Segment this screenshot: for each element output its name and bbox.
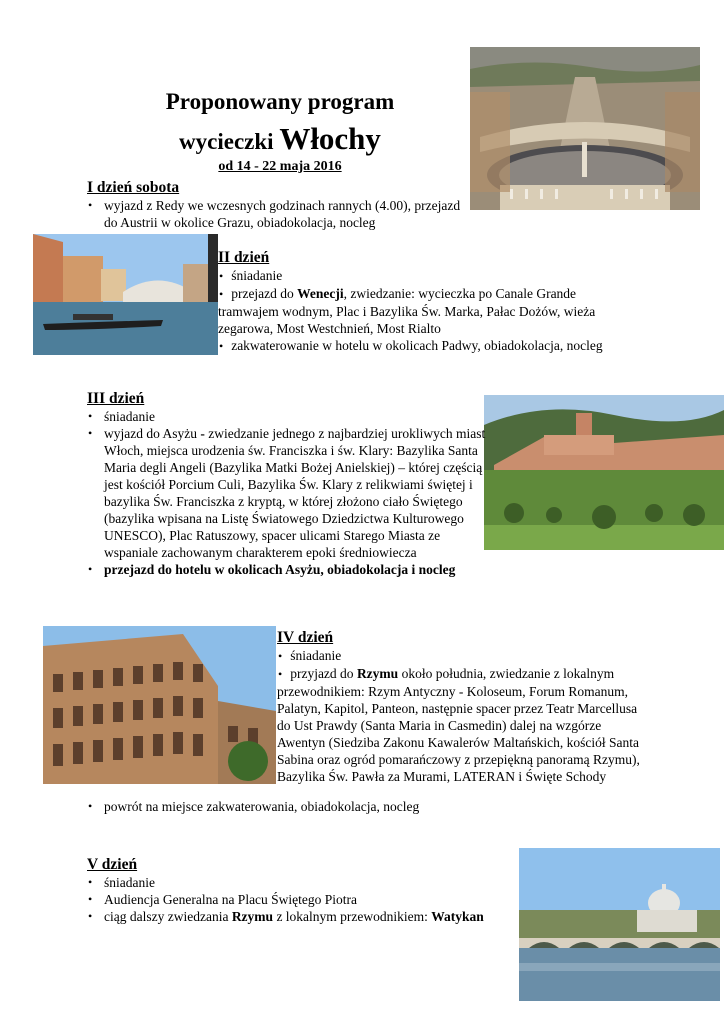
vatican-tiber-photo <box>519 848 720 1001</box>
day4-list <box>277 647 647 785</box>
subtitle-country: Włochy <box>279 121 381 156</box>
assisi-photo <box>484 395 724 550</box>
day4-list-continued <box>87 798 507 815</box>
day5-list <box>87 874 517 925</box>
day3-heading: III dzień <box>87 390 145 407</box>
list-item <box>87 561 487 578</box>
day5-section <box>87 855 517 925</box>
day3-list <box>87 408 487 578</box>
day4-section <box>277 628 647 785</box>
bold-text: przejazd do hotelu w okolicach Asyżu, obiadokolacja i nocleg <box>104 562 456 577</box>
list-item <box>218 285 638 337</box>
day2-list <box>218 267 638 355</box>
trip-dates: od 14 - 22 maja 2016 <box>218 159 342 174</box>
text-segment: przejazd do <box>231 286 298 301</box>
list-item: • śniadanie <box>87 408 487 425</box>
text-segment: , zwiedzanie: wycieczka po Canale Grande tramwajem wodnym, Plac i Bazylika Św. Marka, Pałac Dożów, wieża zegarowa, Most Westchnień, Most Rialto <box>218 286 596 336</box>
list-item: • wyjazd z Redy we wczesnych godzinach rannych (4.00), przejazd do Austrii w okolice Grazu, obiadokolacja, nocleg <box>87 197 467 231</box>
text-segment: zwiedzanie jednego z najbardziej urokliwych miast Włoch, miejsca urodzenia św. Franciszka i św. Klary: Bazylika Santa Maria degli Angeli (Bazylika Matki Bożej Anielskiej) – której częścią jest kościół Porcium Culi, Bazylika Św. Klary z relikwiami świętej i bazylika Św. Franciszka z kryptą, w której złożono ciało Świętego (bazylika wpisana na Listę Światowego Dziedzictwa Kulturowego UNESCO), Plac Ratuszowy, spacer ulicami Starego Miasta ze wspaniale zachowanym charakterem epoki średniowiecza <box>104 426 486 560</box>
day5-heading: V dzień <box>87 856 138 873</box>
text-segment: wyjazd do Asyżu <box>104 426 201 441</box>
text-segment: około południa, zwiedzanie z lokalnym przewodnikiem: Rzym Antyczny - Koloseum, Forum Romanum, Palatyn, Kapitol, Panteon, następnie spacer przez Teatr Marcellusa do Ust Prawdy (Santa Maria in Casmedin) dalej na wzgórze Awentyn (Siedziba Zakonu Kawalerów Maltańskich, kościół Santa Sabina oraz ogród pomarańczowy z przepiękną panoramą Rzymu), Bazylika Św. Pawła za Murami, LATERAN i Święte Schody <box>277 666 640 784</box>
day1-heading: I dzień sobota <box>87 179 180 196</box>
text-segment: z lokalnym przewodnikiem: <box>273 909 432 924</box>
day4-extra <box>87 798 507 815</box>
list-item: • zakwaterowanie w hotelu w okolicach Padwy, obiadokolacja, nocleg <box>218 337 638 355</box>
venice-grand-canal-photo <box>33 234 218 355</box>
subtitle-prefix: wycieczki <box>179 129 280 154</box>
list-item <box>87 425 487 561</box>
list-item: • śniadanie <box>218 267 638 285</box>
day1-section <box>87 178 467 231</box>
city-venice: Wenecji <box>297 286 344 301</box>
text-segment: ciąg dalszy zwiedzania <box>104 909 232 924</box>
dash-bold: - <box>200 426 205 441</box>
list-item: • powrót na miejsce zakwaterowania, obiadokolacja, nocleg <box>87 798 507 815</box>
page-title: Proponowany program <box>165 89 395 114</box>
city-rome: Rzymu <box>356 666 399 681</box>
page-subtitle <box>120 122 440 159</box>
list-item <box>277 665 647 785</box>
day3-section <box>87 389 487 578</box>
st-peters-square-photo <box>470 47 700 210</box>
list-item: • śniadanie <box>277 647 647 665</box>
day4-heading: IV dzień <box>277 629 334 646</box>
city-rome: Rzymu <box>231 909 274 924</box>
list-item: • Audiencja Generalna na Placu Świętego Piotra <box>87 891 517 908</box>
day1-list <box>87 197 467 231</box>
day2-section <box>218 248 638 355</box>
text-segment: przyjazd do <box>290 666 357 681</box>
colosseum-photo <box>43 626 276 784</box>
list-item: • śniadanie <box>87 874 517 891</box>
vatican-bold: Watykan <box>431 909 484 924</box>
day2-heading: II dzień <box>218 249 270 266</box>
list-item <box>87 908 517 925</box>
